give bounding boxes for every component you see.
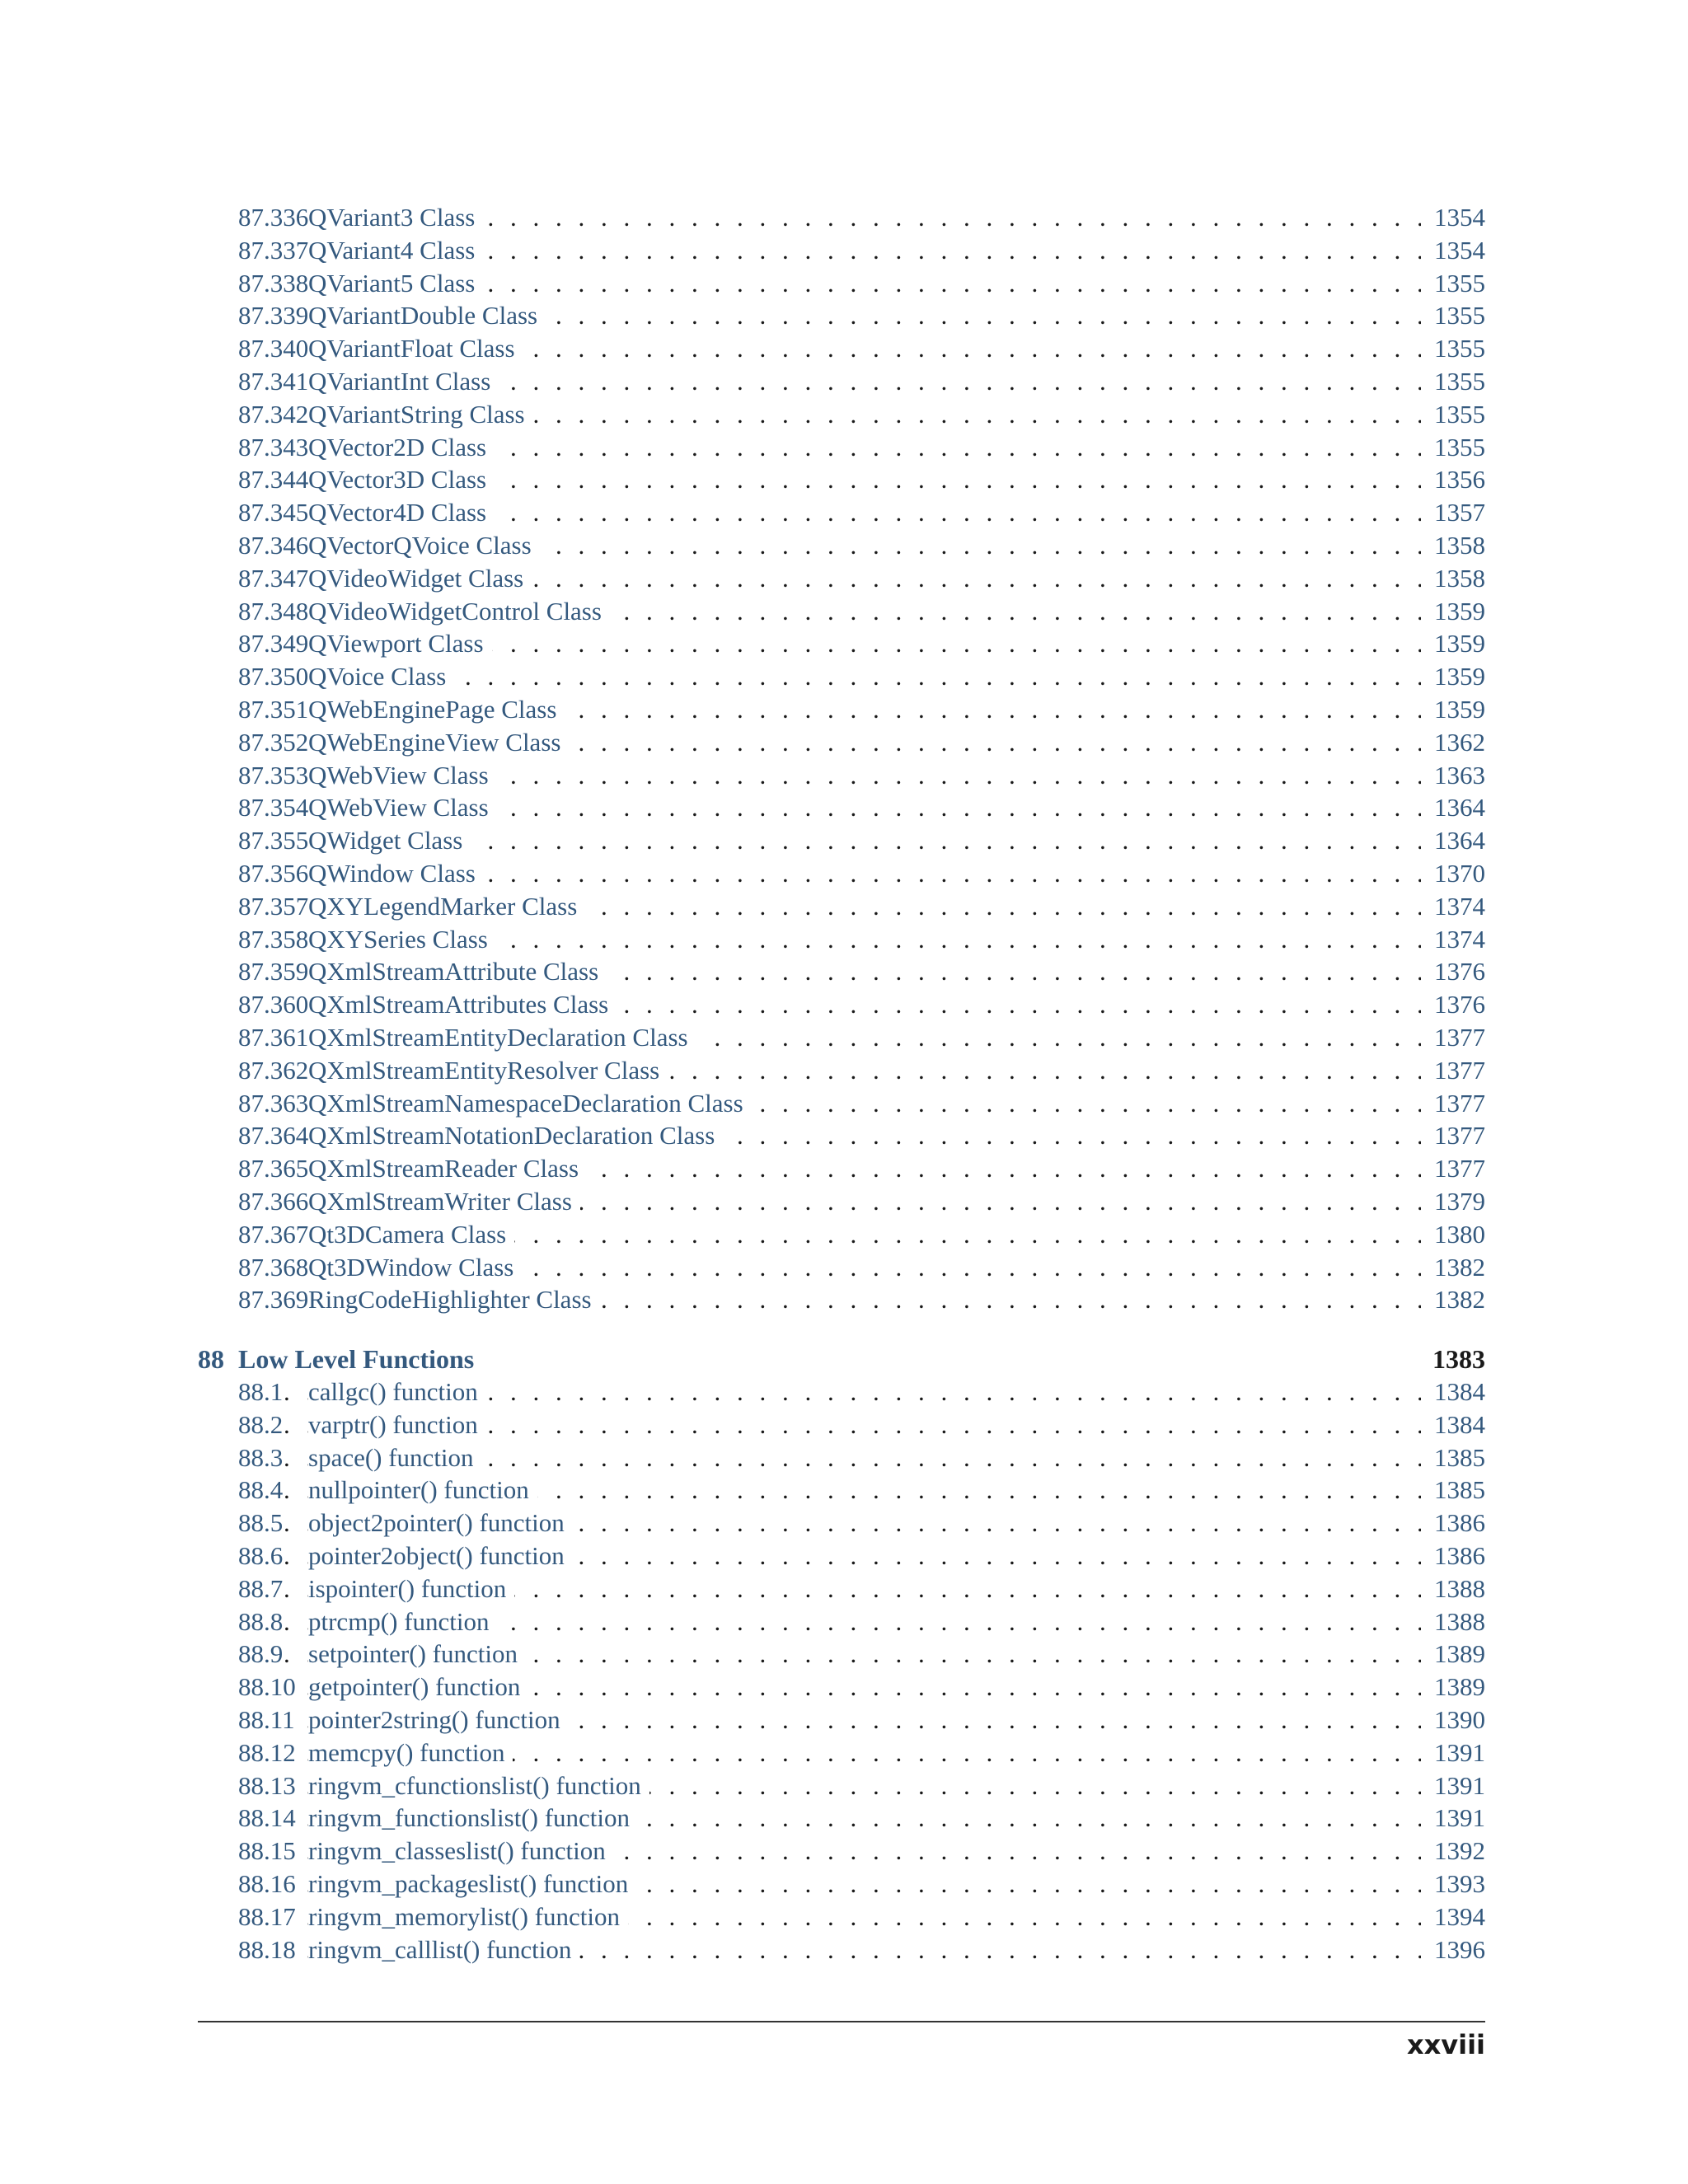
section-title: QWindow Class	[308, 857, 484, 890]
section-page-number: 1391	[1428, 1769, 1485, 1802]
section-number: 87.364	[238, 1119, 308, 1152]
section-number: 88.16	[238, 1868, 296, 1900]
section-page-number: 1355	[1428, 299, 1485, 332]
chapter-page-number: 1383	[1432, 1344, 1485, 1375]
section-number: 88.9	[238, 1638, 283, 1671]
section-number: 87.347	[238, 562, 308, 595]
section-title: setpointer() function	[308, 1638, 526, 1671]
section-page-number: 1380	[1428, 1218, 1485, 1251]
section-page-number: 1390	[1428, 1704, 1485, 1736]
toc-entry[interactable]	[198, 1507, 1485, 1540]
toc-entry[interactable]	[198, 1474, 1485, 1507]
section-page-number: 1374	[1428, 890, 1485, 923]
toc-entry[interactable]	[198, 1152, 1485, 1185]
toc-entry[interactable]	[198, 660, 1485, 693]
section-number: 88.5	[238, 1507, 283, 1540]
section-title: QVideoWidget Class	[308, 562, 532, 595]
toc-entry[interactable]	[198, 791, 1485, 824]
toc-entry[interactable]	[198, 890, 1485, 923]
section-page-number: 1364	[1428, 824, 1485, 857]
toc-entry[interactable]	[198, 1087, 1485, 1120]
section-title: QXmlStreamNamespaceDeclaration Class	[308, 1087, 752, 1120]
section-page-number: 1386	[1428, 1507, 1485, 1540]
section-number: 88.6	[238, 1540, 283, 1572]
section-number: 88.8	[238, 1605, 283, 1638]
toc-entry[interactable]	[198, 627, 1485, 660]
toc-entry[interactable]	[198, 496, 1485, 529]
toc-entry[interactable]	[198, 332, 1485, 365]
section-title: pointer2object() function	[308, 1540, 573, 1572]
section-page-number: 1370	[1428, 857, 1485, 890]
toc-entry[interactable]	[198, 234, 1485, 267]
section-number: 87.353	[238, 759, 308, 792]
section-number: 88.4	[238, 1474, 283, 1507]
section-number: 88.7	[238, 1572, 283, 1605]
section-number: 88.17	[238, 1900, 296, 1933]
toc-entry[interactable]	[198, 1769, 1485, 1802]
section-title: QXYSeries Class	[308, 923, 496, 956]
section-title: ringvm_cfunctionslist() function	[308, 1769, 649, 1802]
section-number: 88.11	[238, 1704, 295, 1736]
section-title: ispointer() function	[308, 1572, 514, 1605]
section-number: 87.337	[238, 234, 308, 267]
toc-entry[interactable]	[198, 1185, 1485, 1218]
section-number: 88.2	[238, 1408, 283, 1441]
section-title: nullpointer() function	[308, 1474, 537, 1507]
section-number: 87.365	[238, 1152, 308, 1185]
section-page-number: 1374	[1428, 923, 1485, 956]
section-number: 88.13	[238, 1769, 296, 1802]
section-page-number: 1359	[1428, 660, 1485, 693]
section-number: 87.351	[238, 693, 308, 726]
section-page-number: 1358	[1428, 562, 1485, 595]
section-page-number: 1355	[1428, 332, 1485, 365]
section-number: 87.339	[238, 299, 308, 332]
toc-entry[interactable]	[198, 1251, 1485, 1284]
toc-entry[interactable]	[198, 1605, 1485, 1638]
section-page-number: 1377	[1428, 1054, 1485, 1087]
toc-entry[interactable]	[198, 923, 1485, 956]
section-title: QXmlStreamAttributes Class	[308, 988, 617, 1021]
section-number: 87.358	[238, 923, 308, 956]
toc-entry[interactable]	[198, 398, 1485, 431]
toc-entry[interactable]	[198, 726, 1485, 759]
toc-entry[interactable]	[198, 1835, 1485, 1868]
section-page-number: 1357	[1428, 496, 1485, 529]
section-title: QVariant3 Class	[308, 201, 483, 234]
section-page-number: 1359	[1428, 595, 1485, 628]
section-number: 88.12	[238, 1736, 296, 1769]
section-page-number: 1356	[1428, 463, 1485, 496]
toc-entry[interactable]	[198, 1021, 1485, 1054]
section-page-number: 1384	[1428, 1376, 1485, 1408]
section-number: 88.3	[238, 1441, 283, 1474]
section-title: QVectorQVoice Class	[308, 529, 540, 562]
section-title: QViewport Class	[308, 627, 492, 660]
toc-entry[interactable]	[198, 1671, 1485, 1704]
toc-entry[interactable]	[198, 1283, 1485, 1316]
section-number: 87.356	[238, 857, 308, 890]
section-page-number: 1382	[1428, 1251, 1485, 1284]
section-number: 87.360	[238, 988, 308, 1021]
section-title: varptr() function	[308, 1408, 486, 1441]
section-number: 87.366	[238, 1185, 308, 1218]
section-title: QVariant4 Class	[308, 234, 483, 267]
section-page-number: 1392	[1428, 1835, 1485, 1868]
section-page-number: 1362	[1428, 726, 1485, 759]
section-title: QXmlStreamNotationDeclaration Class	[308, 1119, 723, 1152]
section-title: Qt3DCamera Class	[308, 1218, 514, 1251]
chapter-title: Low Level Functions	[238, 1344, 475, 1375]
section-title: pointer2string() function	[308, 1704, 569, 1736]
section-page-number: 1388	[1428, 1605, 1485, 1638]
section-number: 87.340	[238, 332, 308, 365]
section-number: 88.14	[238, 1802, 296, 1835]
section-page-number: 1394	[1428, 1900, 1485, 1933]
section-number: 88.1	[238, 1376, 283, 1408]
toc-entry[interactable]	[198, 1119, 1485, 1152]
section-number: 87.350	[238, 660, 308, 693]
toc-entry[interactable]	[198, 759, 1485, 792]
toc-entry[interactable]	[198, 267, 1485, 300]
section-number: 88.15	[238, 1835, 296, 1868]
toc-entry[interactable]	[198, 431, 1485, 464]
toc-entry[interactable]	[198, 463, 1485, 496]
section-number: 87.355	[238, 824, 308, 857]
section-number: 88.18	[238, 1933, 296, 1966]
section-title: QWebView Class	[308, 791, 497, 824]
toc-entry[interactable]	[198, 1704, 1485, 1736]
toc-entry[interactable]	[198, 693, 1485, 726]
table-of-contents	[198, 201, 1485, 1966]
section-page-number: 1388	[1428, 1572, 1485, 1605]
section-title: QVariant5 Class	[308, 267, 483, 300]
section-page-number: 1389	[1428, 1671, 1485, 1704]
section-number: 87.342	[238, 398, 308, 431]
section-number: 87.346	[238, 529, 308, 562]
section-page-number: 1358	[1428, 529, 1485, 562]
section-title: ptrcmp() function	[308, 1605, 498, 1638]
section-number: 87.359	[238, 955, 308, 988]
section-title: QXmlStreamWriter Class	[308, 1185, 580, 1218]
toc-entry[interactable]	[198, 857, 1485, 890]
section-number: 87.369	[238, 1283, 308, 1316]
toc-entry[interactable]	[198, 529, 1485, 562]
section-number: 87.357	[238, 890, 308, 923]
section-number: 87.348	[238, 595, 308, 628]
section-title: ringvm_calllist() function	[308, 1933, 579, 1966]
section-page-number: 1386	[1428, 1540, 1485, 1572]
section-page-number: 1384	[1428, 1408, 1485, 1441]
section-number: 87.349	[238, 627, 308, 660]
toc-entry[interactable]	[198, 365, 1485, 398]
section-page-number: 1391	[1428, 1802, 1485, 1835]
toc-entry[interactable]	[198, 1736, 1485, 1769]
section-title: QXYLegendMarker Class	[308, 890, 585, 923]
section-page-number: 1363	[1428, 759, 1485, 792]
section-title: RingCodeHighlighter Class	[308, 1283, 600, 1316]
section-page-number: 1376	[1428, 955, 1485, 988]
section-title: Qt3DWindow Class	[308, 1251, 522, 1284]
section-page-number: 1359	[1428, 693, 1485, 726]
toc-entry[interactable]	[198, 988, 1485, 1021]
section-title: QVector3D Class	[308, 463, 495, 496]
section-title: QVector4D Class	[308, 496, 495, 529]
section-page-number: 1391	[1428, 1736, 1485, 1769]
section-page-number: 1377	[1428, 1021, 1485, 1054]
section-title: ringvm_packageslist() function	[308, 1868, 636, 1900]
section-title: ringvm_classeslist() function	[308, 1835, 614, 1868]
section-number: 87.362	[238, 1054, 308, 1087]
section-page-number: 1385	[1428, 1474, 1485, 1507]
section-number: 87.345	[238, 496, 308, 529]
toc-entry[interactable]	[198, 1868, 1485, 1900]
section-title: QWidget Class	[308, 824, 471, 857]
section-number: 87.367	[238, 1218, 308, 1251]
toc-entry[interactable]	[198, 299, 1485, 332]
chapter-number: 88	[198, 1344, 224, 1375]
toc-entry[interactable]	[198, 955, 1485, 988]
section-title: QWebEngineView Class	[308, 726, 569, 759]
toc-entry[interactable]	[198, 1376, 1485, 1408]
section-number: 87.354	[238, 791, 308, 824]
section-page-number: 1376	[1428, 988, 1485, 1021]
section-page-number: 1354	[1428, 201, 1485, 234]
section-title: QWebView Class	[308, 759, 497, 792]
section-title: memcpy() function	[308, 1736, 513, 1769]
section-page-number: 1393	[1428, 1868, 1485, 1900]
section-title: getpointer() function	[308, 1671, 528, 1704]
toc-entry[interactable]	[198, 1638, 1485, 1671]
section-page-number: 1359	[1428, 627, 1485, 660]
section-title: QXmlStreamEntityResolver Class	[308, 1054, 668, 1087]
toc-entry[interactable]	[198, 1218, 1485, 1251]
section-page-number: 1385	[1428, 1441, 1485, 1474]
toc-entry[interactable]	[198, 1540, 1485, 1572]
section-title: QVariantString Class	[308, 398, 533, 431]
section-title: QVariantFloat Class	[308, 332, 523, 365]
section-number: 87.363	[238, 1087, 308, 1120]
section-page-number: 1377	[1428, 1152, 1485, 1185]
section-page-number: 1355	[1428, 398, 1485, 431]
section-title: ringvm_memorylist() function	[308, 1900, 628, 1933]
section-number: 87.338	[238, 267, 308, 300]
toc-entry[interactable]	[198, 1572, 1485, 1605]
toc-entry[interactable]	[198, 1054, 1485, 1087]
section-title: ringvm_functionslist() function	[308, 1802, 638, 1835]
toc-entry[interactable]	[198, 562, 1485, 595]
footer-rule	[198, 2021, 1485, 2022]
section-page-number: 1364	[1428, 791, 1485, 824]
toc-entry[interactable]	[198, 1933, 1485, 1966]
section-page-number: 1379	[1428, 1185, 1485, 1218]
toc-entry[interactable]	[198, 201, 1485, 234]
section-number: 87.336	[238, 201, 308, 234]
section-title: QWebEnginePage Class	[308, 693, 565, 726]
toc-entry[interactable]	[198, 1408, 1485, 1441]
section-page-number: 1355	[1428, 431, 1485, 464]
section-page-number: 1355	[1428, 267, 1485, 300]
page-number-footer: xxviii	[1406, 2029, 1485, 2060]
section-page-number: 1377	[1428, 1087, 1485, 1120]
section-number: 87.368	[238, 1251, 308, 1284]
section-title: object2pointer() function	[308, 1507, 573, 1540]
toc-entry[interactable]	[198, 595, 1485, 628]
section-page-number: 1389	[1428, 1638, 1485, 1671]
section-title: QXmlStreamEntityDeclaration Class	[308, 1021, 696, 1054]
chapter-88-entry[interactable]	[198, 1343, 1485, 1376]
section-number: 87.341	[238, 365, 308, 398]
section-title: QVariantInt Class	[308, 365, 499, 398]
section-number: 87.344	[238, 463, 308, 496]
section-number: 88.10	[238, 1671, 296, 1704]
section-title: QVariantDouble Class	[308, 299, 546, 332]
section-page-number: 1377	[1428, 1119, 1485, 1152]
section-number: 87.352	[238, 726, 308, 759]
section-title: QVideoWidgetControl Class	[308, 595, 610, 628]
section-title: space() function	[308, 1441, 482, 1474]
section-title: QXmlStreamAttribute Class	[308, 955, 607, 988]
section-number: 87.361	[238, 1021, 308, 1054]
section-title: callgc() function	[308, 1376, 486, 1408]
section-page-number: 1396	[1428, 1933, 1485, 1966]
section-list-88	[198, 1376, 1485, 1966]
section-title: QVector2D Class	[308, 431, 495, 464]
section-page-number: 1354	[1428, 234, 1485, 267]
section-list-87	[198, 201, 1485, 1316]
section-title: QVoice Class	[308, 660, 454, 693]
section-number: 87.343	[238, 431, 308, 464]
toc-entry[interactable]	[198, 1802, 1485, 1835]
section-page-number: 1355	[1428, 365, 1485, 398]
toc-entry[interactable]	[198, 1441, 1485, 1474]
section-page-number: 1382	[1428, 1283, 1485, 1316]
section-title: QXmlStreamReader Class	[308, 1152, 587, 1185]
toc-entry[interactable]	[198, 824, 1485, 857]
toc-entry[interactable]	[198, 1900, 1485, 1933]
